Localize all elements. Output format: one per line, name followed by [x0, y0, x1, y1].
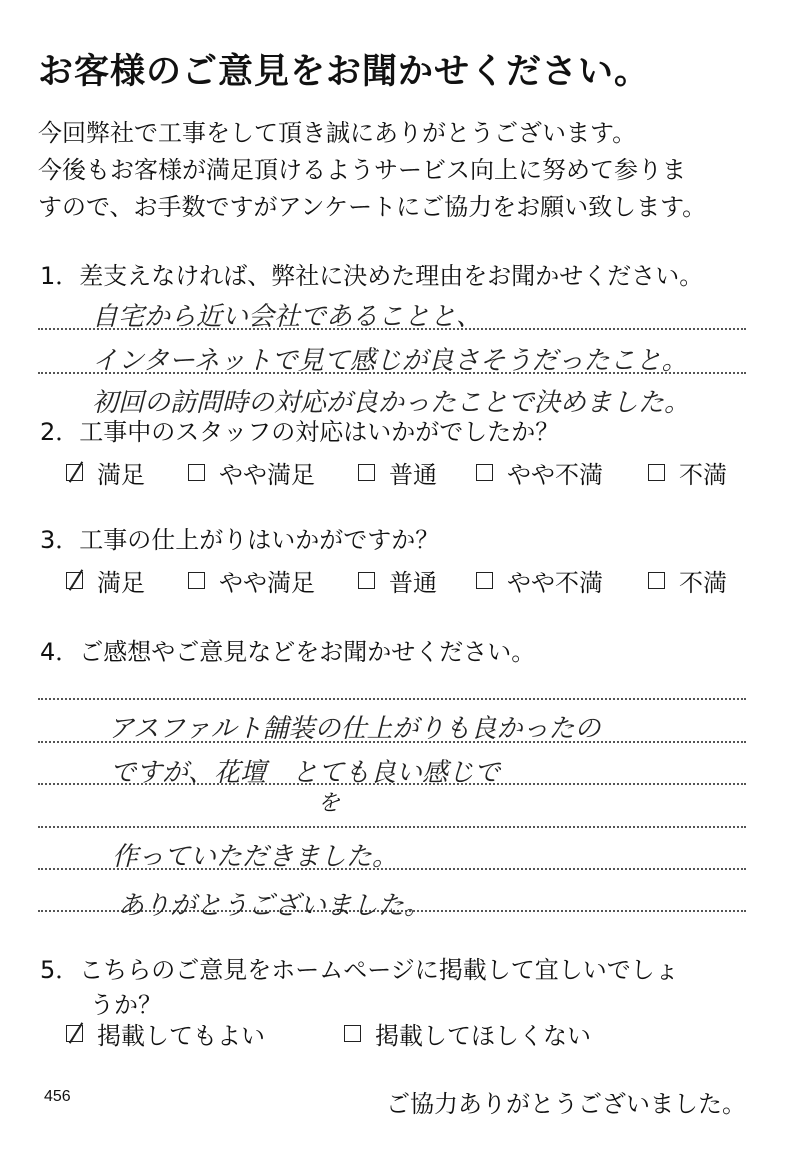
question-4-answer-line-3: 作っていただきました。 [112, 842, 399, 872]
option-label: 満足 [97, 461, 145, 489]
option-label: 満足 [97, 569, 145, 597]
q2-option-satisfied[interactable] [66, 455, 145, 490]
option-label: 普通 [389, 461, 437, 489]
option-label: 普通 [389, 569, 437, 597]
q2-option-neutral[interactable] [358, 455, 437, 490]
question-1-label: 1．差支えなければ、弊社に決めた理由をお聞かせください。 [40, 262, 704, 290]
page-title: お客様のご意見をお聞かせください。 [38, 52, 651, 92]
checkbox-icon[interactable] [648, 464, 665, 481]
question-4-answer-line-4: ありがとうございました。 [118, 891, 431, 921]
question-1-answer-line-3: 初回の訪問時の対応が良かったことで決めました。 [92, 388, 691, 418]
intro-line-3: すので、お手数ですがアンケートにご協力をお願い致します。 [38, 193, 707, 221]
question-5-label-line-2: うか？ [90, 991, 162, 1019]
checkbox-icon[interactable] [648, 572, 665, 589]
option-label: 掲載してもよい [97, 1022, 265, 1050]
question-4-inserted-char: を [318, 791, 341, 816]
q2-option-somewhat-satisfied[interactable] [188, 455, 315, 490]
closing-message: ご協力ありがとうございました。 [386, 1090, 746, 1118]
q5-option-ok-to-publish[interactable] [66, 1016, 265, 1051]
q5-option-do-not-publish[interactable] [344, 1016, 591, 1051]
option-label: やや不満 [507, 569, 603, 597]
option-label: 掲載してほしくない [375, 1022, 591, 1050]
answer-line [38, 826, 746, 828]
question-2-label: 2．工事中のスタッフの対応はいかがでしたか？ [40, 418, 560, 446]
checkbox-icon[interactable] [358, 464, 375, 481]
checkbox-icon[interactable] [188, 464, 205, 481]
question-4-label: 4．ご感想やご意見などをお聞かせください。 [40, 638, 536, 666]
q3-option-satisfied[interactable] [66, 563, 145, 598]
answer-line [38, 698, 746, 700]
checkbox-icon[interactable] [344, 1025, 361, 1042]
q2-option-somewhat-dissatisfied[interactable] [476, 455, 603, 490]
page-number: 456 [44, 1088, 71, 1105]
option-label: やや満足 [219, 569, 315, 597]
q3-option-dissatisfied[interactable] [648, 563, 727, 598]
checkbox-icon[interactable] [358, 572, 375, 589]
intro-line-1: 今回弊社で工事をして頂き誠にありがとうございます。 [38, 119, 637, 147]
question-4-answer-line-1: アスファルト舗装の仕上がりも良かったの [108, 714, 601, 744]
checkbox-icon[interactable] [188, 572, 205, 589]
q2-option-dissatisfied[interactable] [648, 455, 727, 490]
intro-line-2: 今後もお客様が満足頂けるようサービス向上に努めて参りま [38, 156, 686, 184]
checkbox-checked-icon[interactable] [66, 464, 83, 481]
question-4-answer-line-2: ですが、花壇 とても良い感じで [110, 758, 501, 788]
q3-option-somewhat-dissatisfied[interactable] [476, 563, 603, 598]
option-label: 不満 [679, 569, 727, 597]
question-1-answer-line-1: 自宅から近い会社であることと、 [92, 302, 483, 332]
checkbox-checked-icon[interactable] [66, 1025, 83, 1042]
q3-option-neutral[interactable] [358, 563, 437, 598]
question-3-label: 3．工事の仕上がりはいかがですか？ [40, 526, 440, 554]
checkbox-icon[interactable] [476, 464, 493, 481]
q3-option-somewhat-satisfied[interactable] [188, 563, 315, 598]
question-1-answer-line-2: インターネットで見て感じが良さそうだったこと。 [92, 346, 688, 376]
checkbox-checked-icon[interactable] [66, 572, 83, 589]
option-label: やや不満 [507, 461, 603, 489]
checkbox-icon[interactable] [476, 572, 493, 589]
question-5-label-line-1: 5．こちらのご意見をホームページに掲載して宜しいでしょ [40, 956, 679, 984]
option-label: やや満足 [219, 461, 315, 489]
option-label: 不満 [679, 461, 727, 489]
